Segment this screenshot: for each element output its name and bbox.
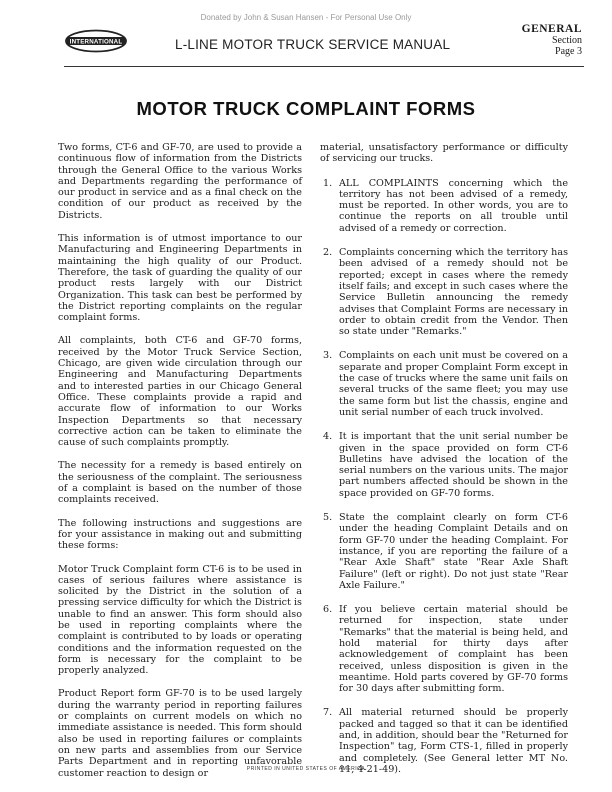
intro-paragraph: Two forms, CT-6 and GF-70, are used to provide a continuous flow of information from the Districts through the General Office to the various Works and Departments regarding the performance of our product in service and as a final check on the condition of our product as received by the Districts.	[58, 142, 302, 221]
list-item	[320, 431, 568, 499]
section-info	[522, 24, 582, 57]
item-text: If you believe certain material should be returned for inspection, state under "Remarks" that the material is being held, and hold material for thirty days after acknowledgement of complaint has been received, unless disposition is given in the meantime. Hold parts covered by GF-70 forms for 30 days after submitting form.	[339, 604, 568, 695]
item-text: State the complaint clearly on form CT-6 under the heading Complaint Details and on form GF-70 under the heading Complaint. For instance, if you are reporting the failure of a "Rear Axle Shaft" state "Rear Axle Shaft Failure" (left or right). Do not just state "Rear Axle Failure."	[339, 512, 568, 591]
item-number: 2.	[323, 247, 333, 259]
item-number: 3.	[323, 350, 333, 362]
circulation-paragraph: All complaints, both CT-6 and GF-70 forms, received by the Motor Truck Service Section, Chicago, are given wide circulation through our Engineering and Manufacturing Departments and to interested parties in our Chicago General Office. These complaints provide a rapid and accurate flow of information to our Works Inspection Departments so that necessary corrective action can be taken to eliminate the cause of such complaints promptly.	[58, 335, 302, 449]
list-item	[320, 178, 568, 234]
item-text: ALL COMPLAINTS concerning which the territory has not been advised of a remedy, must be reported. In other words, you are to continue the reports on all trouble until advised of a remedy or correction.	[339, 177, 568, 234]
instructions-intro-paragraph: The following instructions and suggestions are for your assistance in making out and submitting these forms:	[58, 517, 302, 552]
section-label: Section	[552, 35, 582, 46]
item-text: All material returned should be properly packed and tagged so that it can be identified and, in addition, should bear the "Returned for Inspection" tag, Form CTS-1, filled in properly and completely. (See General letter MT No. 11, 4-21-49).	[339, 707, 568, 775]
page-number: Page 3	[555, 46, 582, 57]
item-number: 6.	[323, 604, 333, 616]
header-divider	[64, 66, 584, 67]
list-item	[320, 350, 568, 418]
section-title: GENERAL	[521, 23, 582, 35]
item-number: 4.	[323, 431, 333, 443]
item-number: 1.	[323, 177, 333, 189]
continuation-paragraph: material, unsatisfactory performance or difficulty of servicing our trucks.	[320, 142, 568, 165]
gf70-paragraph: Product Report form GF-70 is to be used largely during the warranty period in reporting failures or complaints on current models on which no immediate assistance is needed. This form should also be used in reporting failures or complaints on new parts and assemblies from our Service Parts Department and in reporting unfavorable customer reaction to design or	[58, 688, 302, 779]
list-item	[320, 247, 568, 337]
item-text: Complaints on each unit must be covered on a separate and proper Complaint Form except in the case of trucks where the same unit fails on several trucks of the same fleet; you may use the same form but list the chassis, engine and unit serial number of each truck involved.	[339, 350, 568, 418]
right-column	[320, 142, 568, 788]
donation-watermark: Donated by John & Susan Hansen - For Personal Use Only	[200, 13, 412, 22]
printed-in-note: PRINTED IN UNITED STATES OF AMERICA	[246, 766, 366, 772]
list-item	[320, 512, 568, 591]
importance-paragraph: This information is of utmost importance to our Manufacturing and Engineering Departments in maintaining the high quality of our Product. Therefore, the task of guarding the quality of our product rests largely with our District Organization. This task can best be performed by the District reporting complaints on the regular complaint forms.	[58, 233, 302, 324]
item-text: Complaints concerning which the territory has been advised of a remedy should not be reported; except in cases where the remedy itself fails; and except in such cases where the Service Bulletin announcing the remedy advises that Complaint Forms are necessary in order to obtain credit from the Vendor. Then so state under "Remarks."	[339, 247, 568, 338]
ct6-paragraph: Motor Truck Complaint form CT-6 is to be used in cases of serious failures where assistance is solicited by the District in the solution of a pressing service difficulty for which the District is unable to find an answer. This form should also be used in reporting complaints where the complaint is contributed to by loads or operating conditions and the information requested on the form is necessary for the complaint to be properly analyzed.	[58, 563, 302, 677]
left-column	[58, 142, 302, 791]
remedy-paragraph: The necessity for a remedy is based entirely on the seriousness of the complaint. The seriousness of a complaint is based on the number of those complaints received.	[58, 460, 302, 506]
international-logo	[64, 29, 128, 53]
list-item	[320, 604, 568, 694]
page-title: MOTOR TRUCK COMPLAINT FORMS	[136, 98, 476, 119]
item-text: It is important that the unit serial number be given in the space provided on form CT-6 Bulletins have advised the location of the serial numbers on the various units. The major part numbers affected should be shown in the space provided on GF-70 forms.	[339, 431, 568, 499]
logo-text: INTERNATIONAL	[69, 38, 123, 46]
manual-title: L-LINE MOTOR TRUCK SERVICE MANUAL	[175, 37, 451, 52]
item-number: 5.	[323, 512, 333, 524]
item-number: 7.	[323, 707, 333, 719]
